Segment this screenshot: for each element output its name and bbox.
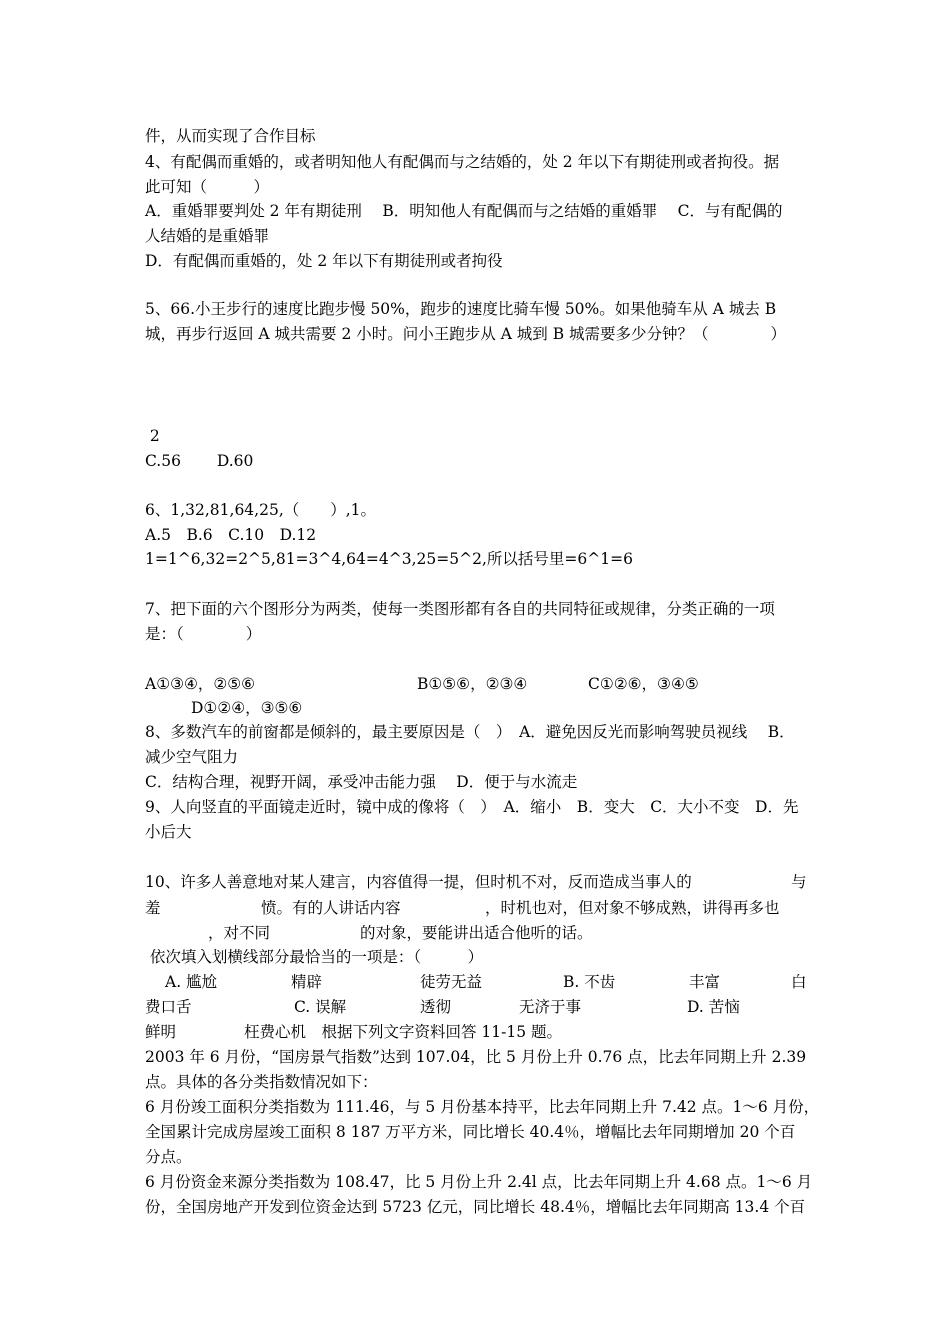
text-fragment: 羞	[145, 899, 161, 917]
text-fragment: 的对象，要能讲出适合他听的话。	[360, 924, 593, 942]
text-line: 依次填入划横线部分最恰当的一项是：（ ）	[145, 948, 484, 966]
question-10: 10、许多人善意地对某人建言，内容值得一提，但时机不对，反而造成当事人的	[145, 873, 692, 891]
text-line: 点。具体的各分类指数情况如下：	[145, 1073, 378, 1091]
question-4-options: A．重婚罪要判处 2 年有期徒刑 B．明知他人有配偶而与之结婚的重婚罪 C．与有配偶的	[145, 202, 783, 220]
text-line: 是：（ ）	[145, 625, 262, 643]
text-fragment: 枉费心机 根据下列文字资料回答 11-15 题。	[244, 1023, 563, 1041]
option-a: A①③④，②⑤⑥	[145, 675, 256, 693]
text-line: 此可知（ ）	[145, 178, 270, 196]
question-9: 9、人向竖直的平面镜走近时，镜中成的像将（ ） A．缩小 B．变大 C．大小不变 D．先	[145, 798, 799, 816]
text-line: 城，再步行返回 A 城共需要 2 小时。问小王跑步从 A 城到 B 城需要多少分钟？（ ）	[145, 325, 787, 343]
option-b: B. 不齿	[563, 973, 616, 991]
text-fragment: 鲜明	[145, 1023, 177, 1041]
text-fragment: ，时机也对，但对象不够成熟，讲得再多也	[485, 899, 780, 917]
text-line: 份，全国房地产开发到位资金达到 5723 亿元，同比增长 48.4％，增幅比去年同期高 13.4 个百	[145, 1198, 806, 1216]
text-fragment: 白	[791, 973, 807, 991]
text-line: 2	[145, 427, 160, 445]
question-5-options: C.56 D.60	[145, 452, 254, 470]
text-line: 分点。	[145, 1148, 192, 1166]
text-fragment: 透彻	[420, 998, 452, 1016]
option-d: D. 苦恼	[687, 998, 740, 1016]
question-6: 6、1,32,81,64,25,（ ）,1。	[145, 501, 377, 519]
text-fragment: 丰富	[689, 973, 721, 991]
text-line: 减少空气阻力	[145, 748, 239, 766]
question-4: 4、有配偶而重婚的，或者明知他人有配偶而与之结婚的，处 2 年以下有期徒刑或者拘役。据	[145, 153, 780, 171]
text-line: 全国累计完成房屋竣工面积 8 187 万平方米，同比增长 40.4％，增幅比去年同期增加 20 个百	[145, 1123, 796, 1141]
text-line: 小后大	[145, 823, 192, 841]
text-line: 人结婚的是重婚罪	[145, 227, 270, 245]
question-5: 5、66.小王步行的速度比跑步慢 50%，跑步的速度比骑车慢 50%。如果他骑车从 A 城去 B	[145, 300, 777, 318]
text-fragment: ，对不同	[208, 924, 271, 942]
option-c: C. 误解	[294, 998, 347, 1016]
option-d: D①②④，③⑤⑥	[191, 699, 303, 717]
question-8: 8、多数汽车的前窗都是倾斜的，最主要原因是（ ） A．避免因反光而影响驾驶员视线 B．	[145, 723, 795, 741]
text-line: 6 月份资金来源分类指数为 108.47，比 5 月份上升 2.4l 点，比去年同期上升 4.68 点。1～6 月	[145, 1173, 813, 1191]
text-line: 6 月份竣工面积分类指数为 111.46，与 5 月份基本持平，比去年同期上升 7.42 点。1～6 月份，	[145, 1098, 820, 1116]
text-line: D．有配偶而重婚的，处 2 年以下有期徒刑或者拘役	[145, 252, 503, 270]
text-line: 件，从而实现了合作目标	[145, 127, 316, 145]
text-fragment: 与	[791, 873, 807, 891]
option-b: B①⑤⑥，②③④	[417, 675, 528, 693]
text-fragment: 愤。有的人讲话内容	[261, 899, 401, 917]
text-fragment: 精辟	[291, 973, 323, 991]
text-line: C．结构合理，视野开阔，承受冲击能力强 D．便于与水流走	[145, 773, 578, 791]
text-fragment: 费口舌	[145, 998, 192, 1016]
text-line: 2003 年 6 月份，“国房景气指数”达到 107.04，比 5 月份上升 0.76 点，比去年同期上升 2.39	[145, 1048, 807, 1066]
question-6-solution: 1=1^6,32=2^5,81=3^4,64=4^3,25=5^2,所以括号里=6^1=6	[145, 550, 633, 568]
question-7: 7、把下面的六个图形分为两类，使每一类图形都有各自的共同特征或规律，分类正确的一项	[145, 600, 775, 618]
text-fragment: 徒劳无益	[420, 973, 483, 991]
text-fragment: 无济于事	[519, 998, 582, 1016]
option-a: A. 尴尬	[165, 973, 218, 991]
option-c: C①②⑥，③④⑤	[588, 675, 699, 693]
question-6-options: A.5 B.6 C.10 D.12	[145, 526, 317, 544]
